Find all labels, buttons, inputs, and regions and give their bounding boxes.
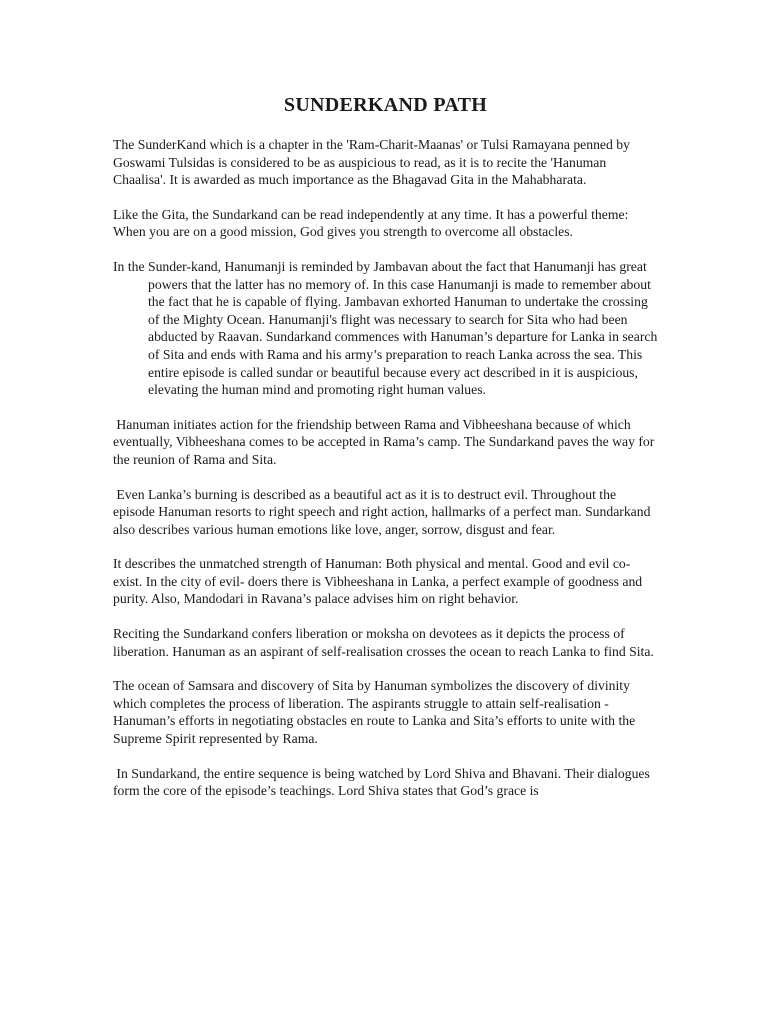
paragraph-hanumanji-flight: In the Sunder-kand, Hanumanji is reminded by Jambavan about the fact that Hanumanji has great powers that the latter has no memory of. In this case Hanumanji is made to remember about the fact that he is capable of flying. Jambavan exhorted Hanuman to undertake the crossing of the Mighty Ocean. Hanumanji's flight was necessary to search for Sita who had been abducted by Raavan. Sundarkand commences with Hanuman’s departure for Lanka in search of Sita and ends with Rama and his army’s preparation to reach Lanka across the sea. This entire episode is called sundar or beautiful because every act described in it is auspicious, elevating the human mind and promoting right human values. [113, 258, 658, 398]
paragraph-shiva-bhavani: In Sundarkand, the entire sequence is being watched by Lord Shiva and Bhavani. Their dialogues form the core of the episode’s teachings. Lord Shiva states that God’s grace is [113, 765, 654, 799]
document-title: SUNDERKAND PATH [283, 94, 488, 116]
paragraph-liberation: Reciting the Sundarkand confers liberation or moksha on devotees as it depicts the process of liberation. Hanuman as an aspirant of self-realisation crosses the ocean to reach Lanka to find Sita. [113, 626, 654, 659]
paragraph-vibheeshana-friendship: Hanuman initiates action for the friendship between Rama and Vibheeshana because of which eventually, Vibheeshana comes to be accepted in Rama’s camp. The Sundarkand paves the way for the reunion of Rama and Sita. [113, 416, 658, 467]
document-page [113, 93, 658, 817]
paragraph-ocean-of-samsara: The ocean of Samsara and discovery of Sita by Hanuman symbolizes the discovery of divinity which completes the process of liberation. The aspirants struggle to attain self-realisation - Hanuman’s efforts in negotiating obstacles en route to Lanka and Sita’s efforts to unite with the Supreme Spirit represented by Rama. [113, 678, 639, 747]
paragraph-intro: The SunderKand which is a chapter in the 'Ram-Charit-Maanas' or Tulsi Ramayana penned by Goswami Tulsidas is considered to be as auspicious to read, as it is to recite the 'Hanuman Chaalisa'. It is awarded as much importance as the Bhagavad Gita in the Mahabharata. [113, 137, 634, 188]
paragraph-gita-comparison: Like the Gita, the Sundarkand can be read independently at any time. It has a powerful theme: When you are on a good mission, God gives you strength to overcome all obstacles. [113, 206, 632, 240]
paragraph-lanka-burning: Even Lanka’s burning is described as a beautiful act as it is to destruct evil. Throughout the episode Hanuman resorts to right speech and right action, hallmarks of a perfect man. Sundarkand also describes various human emotions like love, anger, sorrow, disgust and fear. [113, 486, 654, 537]
paragraph-strength-of-hanuman: It describes the unmatched strength of Hanuman: Both physical and mental. Good and evil co-exist. In the city of evil- doers there is Vibheeshana in Lanka, a perfect example of goodness and purity. Also, Mandodari in Ravana’s palace advises him on right behavior. [113, 556, 646, 607]
